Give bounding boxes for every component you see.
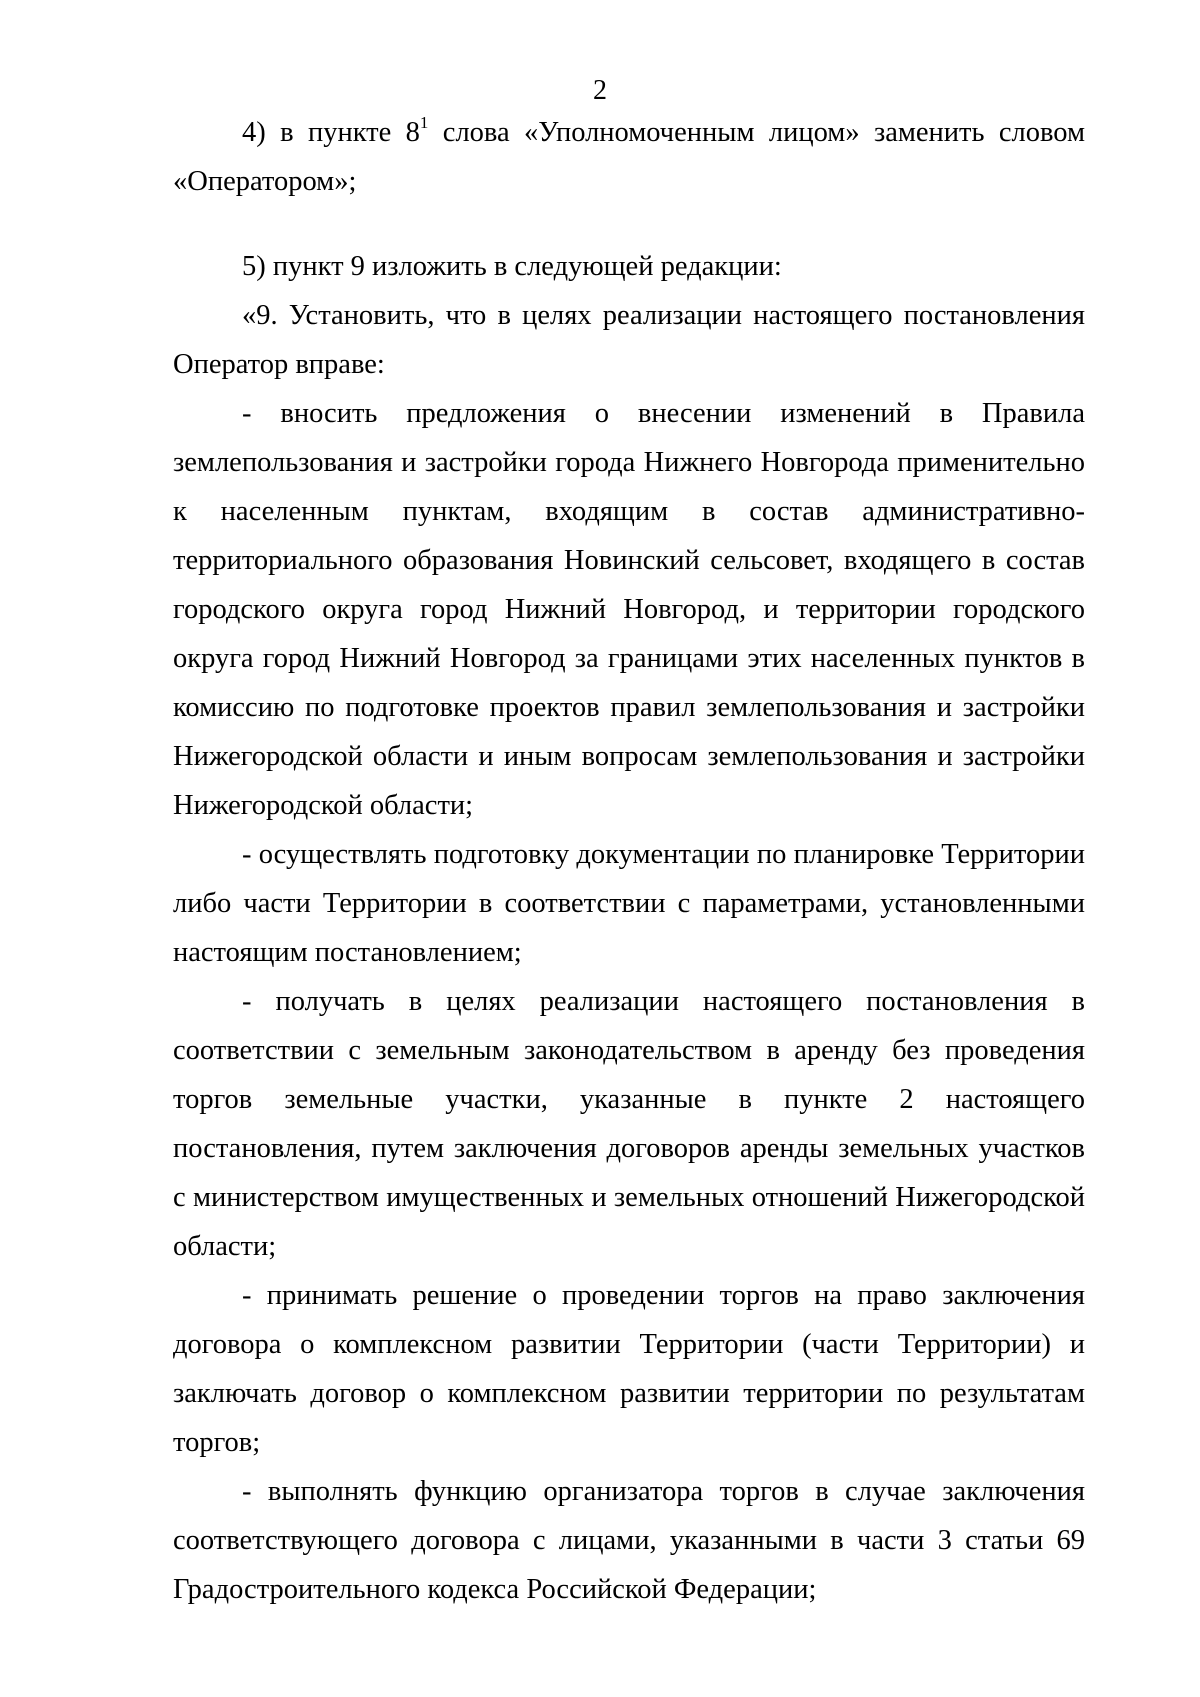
- paragraph-bullet-land-lease: - получать в целях реализации настоящего постановления в соответствии с земельным законодательством в аренду без проведения торгов земельные участки, указанные в пункте 2 настоящего постановления, путем заключения договоров аренды земельных участков с министерством имущественных и земельных отношений Нижегородской области;: [173, 986, 1085, 1262]
- superscript-mark: 1: [419, 112, 429, 132]
- page-number: 2: [593, 75, 607, 106]
- document-body: [173, 108, 1085, 1614]
- paragraph-bullet-proposals: - вносить предложения о внесении изменений в Правила землепользования и застройки города Нижнего Новгорода применительно к населенным пунктам, входящим в состав административно-территориального образования Новинский сельсовет, входящего в состав городского округа город Нижний Новгород, и территории городского округа город Нижний Новгород за границами этих населенных пунктов в комиссию по подготовке проектов правил землепользования и застройки Нижегородской области и иным вопросам землепользования и застройки Нижегородской области;: [173, 398, 1085, 821]
- paragraph-bullet-auction-decision: - принимать решение о проведении торгов на право заключения договора о комплексном развитии Территории (части Территории) и заключать договор о комплексном развитии территории по результатам торгов;: [173, 1280, 1085, 1458]
- paragraph-bullet-planning: - осуществлять подготовку документации по планировке Территории либо части Территории в соответствии с параметрами, установленными настоящим постановлением;: [173, 839, 1085, 968]
- paragraph-item-5: 5) пункт 9 изложить в следующей редакции:: [242, 251, 782, 282]
- paragraph-bullet-auction-organizer: - выполнять функцию организатора торгов в случае заключения соответствующего договора с лицами, указанными в части 3 статьи 69 Градостроительного кодекса Российской Федерации;: [173, 1476, 1085, 1605]
- paragraph-item-4-after: слова «Уполномоченным лицом» заменить словом «Оператором»;: [173, 117, 1086, 197]
- paragraph-item-9-intro: «9. Установить, что в целях реализации настоящего постановления Оператор вправе:: [173, 300, 1085, 380]
- paragraph-item-4: [173, 108, 1085, 206]
- paragraph-item-4-before: 4) в пункте 8: [242, 117, 420, 148]
